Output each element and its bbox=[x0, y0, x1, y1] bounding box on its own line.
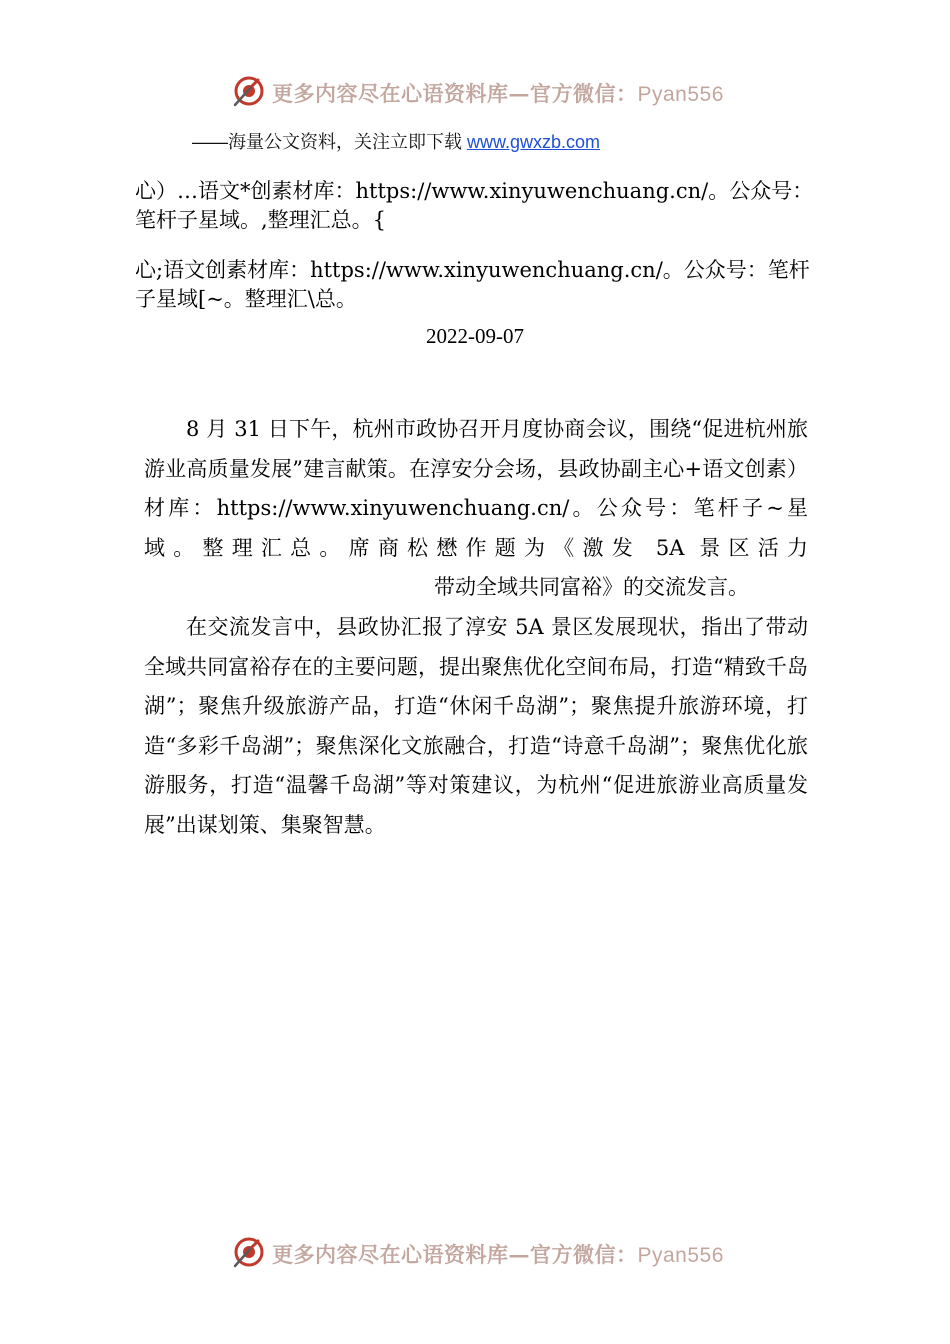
download-subline bbox=[192, 128, 600, 154]
article-body bbox=[144, 410, 808, 846]
banner-wechat-id: Pyan556 bbox=[637, 83, 724, 106]
watermark-line-1: 心）…语文*创素材库：https://www.xinyuwenchuang.cn/。公众号：笔杆子星域。,整理汇总。{ bbox=[135, 179, 814, 232]
article-date: 2022-09-07 bbox=[426, 324, 524, 348]
paragraph-1-part-1: 8 月 31 日下午，杭州市政协召开月度协商会议，围绕“促进杭州旅游业高质量发展”建言献策。在淳安分会场，县政协副主心+语文创素）材库：https://www.xinyuwenchuang.cn/。公众号：笔杆子~星域。整理汇总。席商松懋作题为《激发 5A 景区活力 bbox=[144, 417, 808, 560]
article-paragraph-2: 在交流发言中，县政协汇报了淳安 5A 景区发展现状，指出了带动全域共同富裕存在的主要问题，提出聚焦优化空间布局，打造“精致千岛湖”；聚焦升级旅游产品，打造“休闲千岛湖”；聚焦提升旅游环境，打造“多彩千岛湖”；聚焦深化文旅融合，打造“诗意千岛湖”；聚焦优化旅游服务，打造“温馨千岛湖”等对策建议，为杭州“促进旅游业高质量发展”出谋划策、集聚智慧。 bbox=[144, 614, 808, 837]
subline-text: ——海量公文资料，关注立即下载 bbox=[192, 132, 467, 152]
pen-logo-icon bbox=[232, 1235, 266, 1269]
banner-slogan: 更多内容尽在心语资料库—官方微信： bbox=[272, 81, 638, 106]
paragraph-1-part-2: 带动全域共同富裕》的交流发言。 bbox=[434, 575, 749, 600]
footer-wechat-id: Pyan556 bbox=[637, 1244, 724, 1267]
watermark-line-2: 心;语文创素材库：https://www.xinyuwenchuang.cn/。公众号：笔杆子星域[~。整理汇\总。 bbox=[135, 258, 810, 311]
footer-slogan: 更多内容尽在心语资料库—官方微信： bbox=[272, 1242, 638, 1267]
footer-banner-text bbox=[272, 1239, 724, 1269]
article-paragraph-1 bbox=[144, 410, 808, 608]
pen-logo-icon bbox=[232, 74, 266, 108]
header-banner bbox=[0, 72, 950, 112]
website-link[interactable]: www.gwxzb.com bbox=[467, 132, 601, 152]
header-banner-text bbox=[272, 78, 724, 108]
footer-banner bbox=[0, 1233, 950, 1273]
